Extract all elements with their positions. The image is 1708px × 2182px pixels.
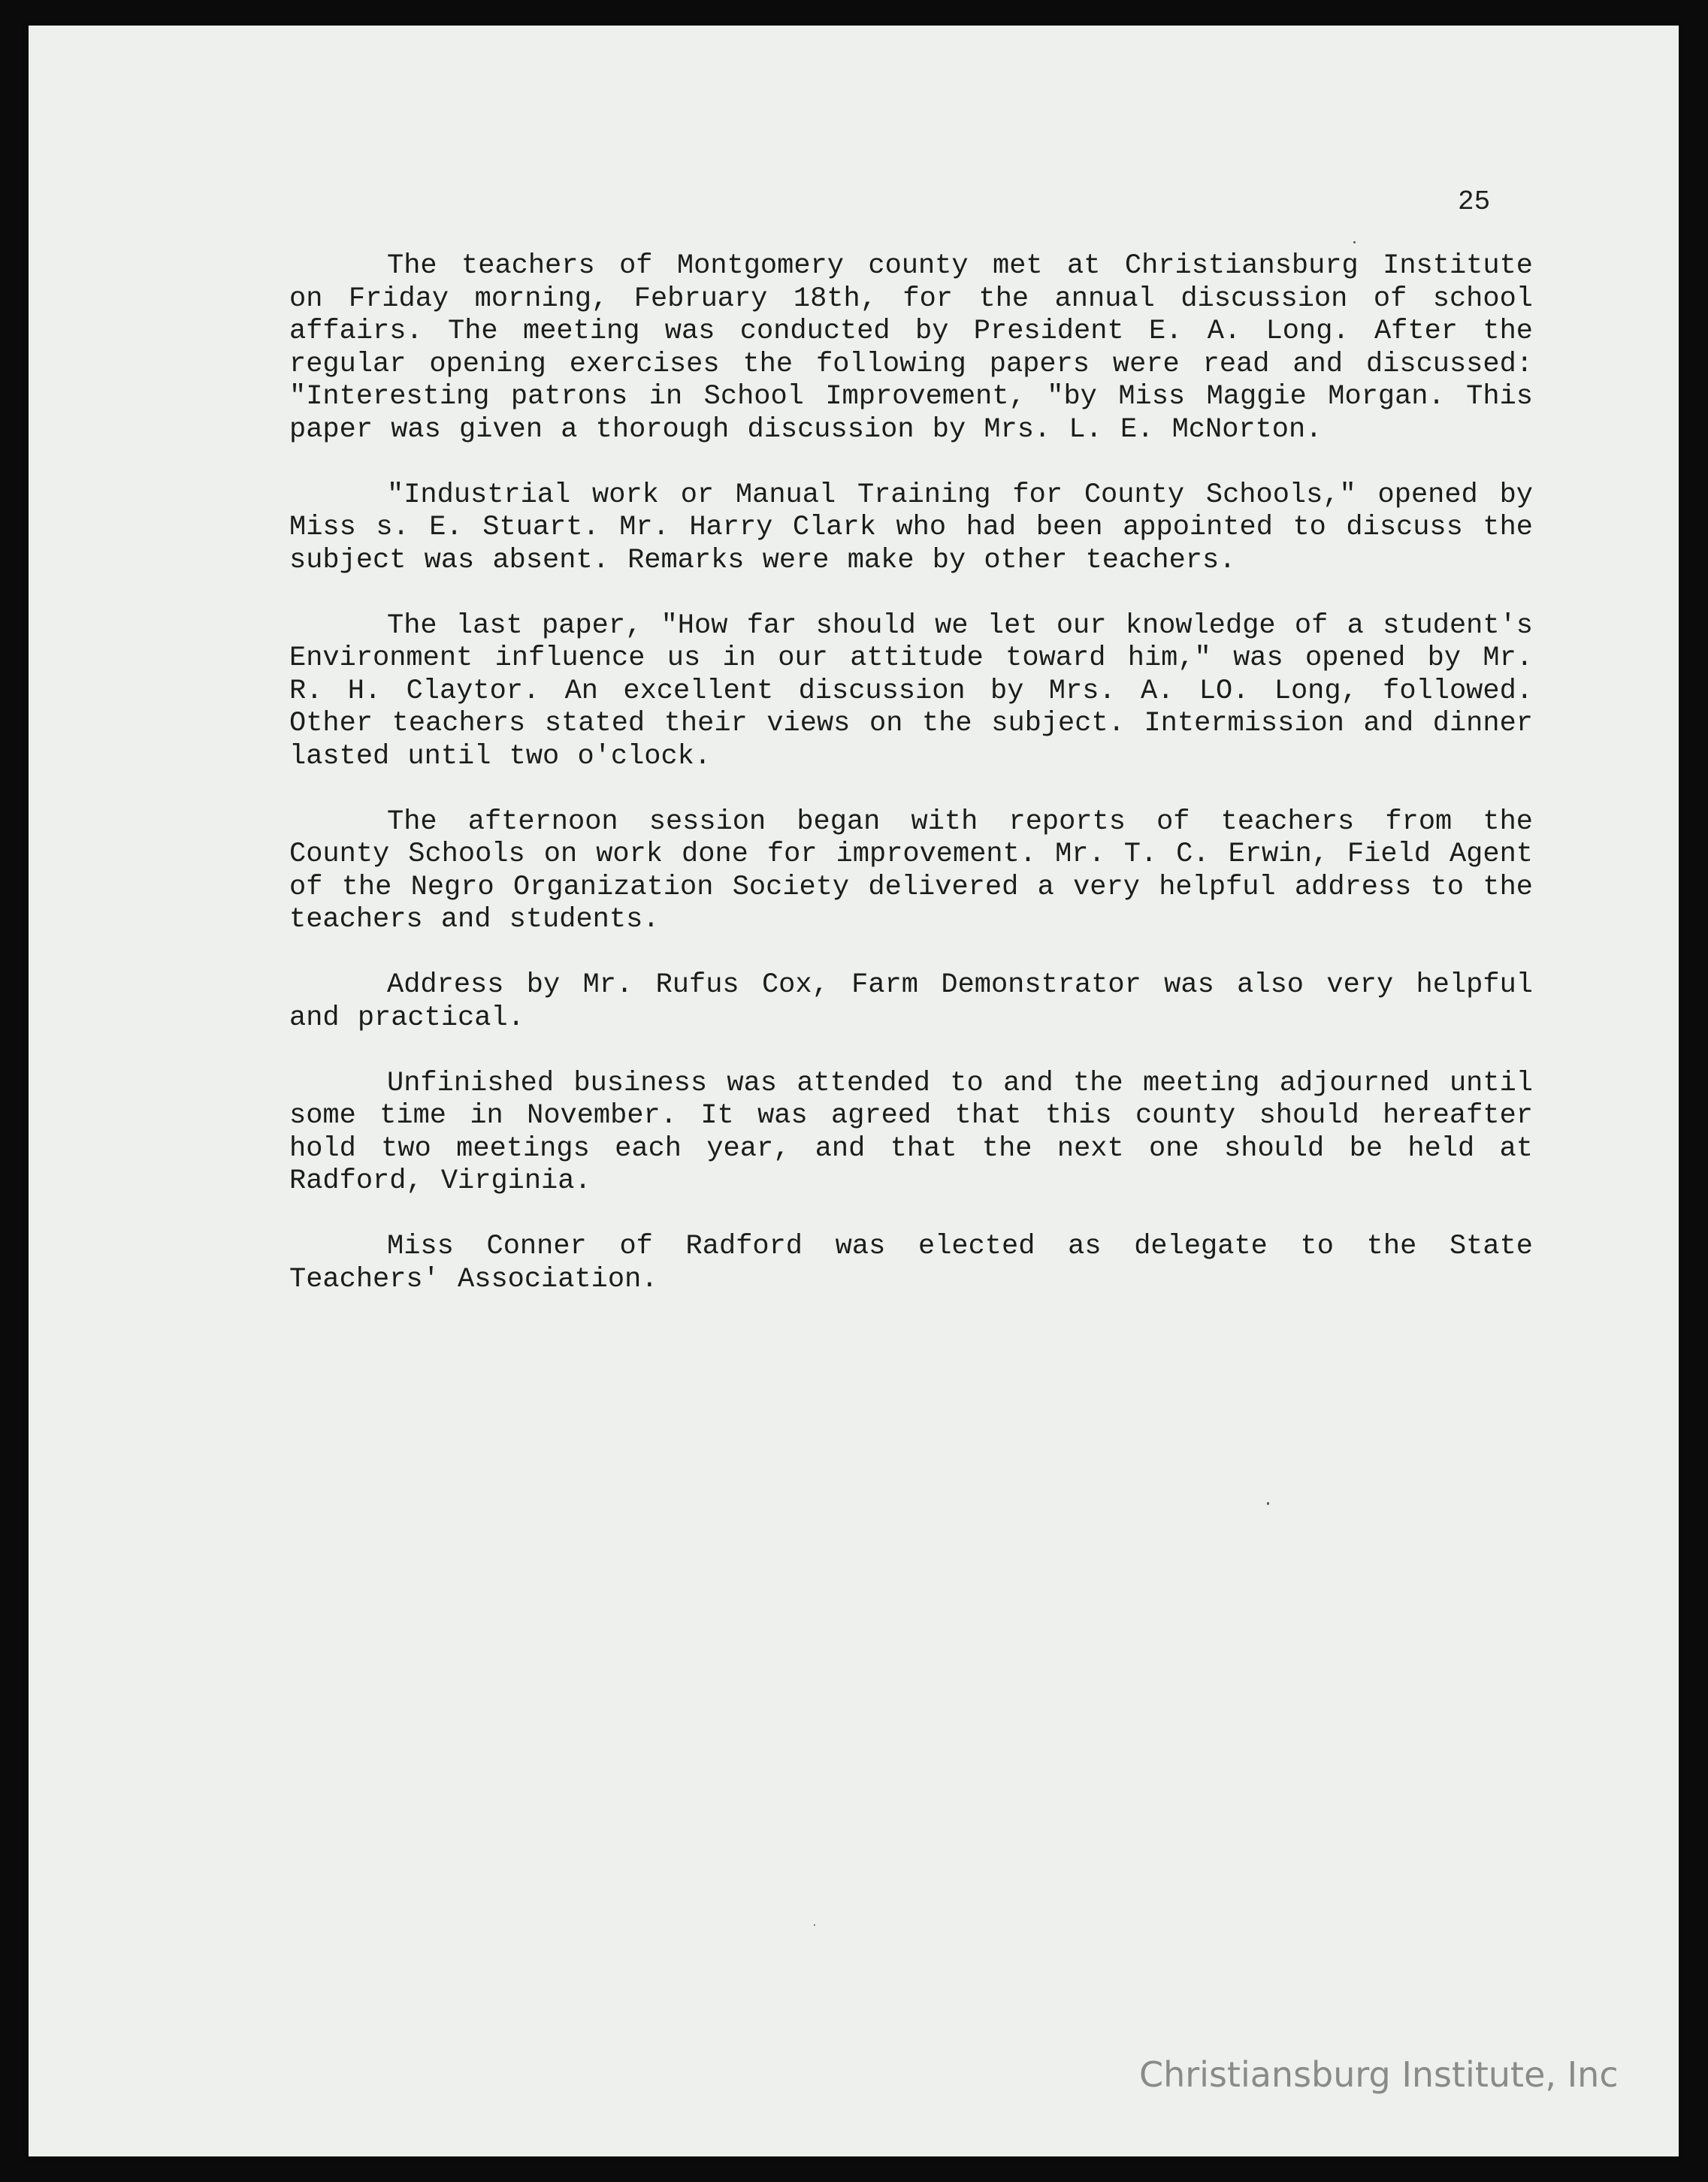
- paper-speck: [1353, 241, 1356, 243]
- archive-watermark: Christiansburg Institute, Inc: [1139, 2054, 1619, 2095]
- paragraph: The teachers of Montgomery county met at Christiansburg Institute on Friday morning, February 18th, for the annual discussion of school affairs. The meeting was conducted by President E. A. Long. After the regular opening exercises the following papers were read and discussed: "Interesting patrons in School Improvement, "by Miss Maggie Morgan. This paper was given a thorough discussion by Mrs. L. E. McNorton.: [289, 250, 1533, 446]
- paper-speck: [1267, 1502, 1269, 1505]
- document-body: [289, 250, 1533, 1296]
- paragraph: Address by Mr. Rufus Cox, Farm Demonstrator was also very helpful and practical.: [289, 969, 1533, 1034]
- paragraph: The last paper, "How far should we let our knowledge of a student's Environment influence us in our attitude toward him," was opened by Mr. R. H. Claytor. An excellent discussion by Mrs. A. LO. Long, followed. Other teachers stated their views on the subject. Intermission and dinner lasted until two o'clock.: [289, 609, 1533, 772]
- paragraph: The afternoon session began with reports of teachers from the County Schools on work done for improvement. Mr. T. C. Erwin, Field Agent of the Negro Organization Society delivered a very helpful address to the teachers and students.: [289, 805, 1533, 935]
- paragraph: Unfinished business was attended to and the meeting adjourned until some time in November. It was agreed that this county should hereafter hold two meetings each year, and that the next one should be held at Radford, Virginia.: [289, 1067, 1533, 1197]
- page-number: 25: [1458, 186, 1491, 217]
- paragraph: "Industrial work or Manual Training for County Schools," opened by Miss s. E. Stuart. Mr. Harry Clark who had been appointed to discuss the subject was absent. Remarks were make by other teachers.: [289, 479, 1533, 576]
- paragraph: Miss Conner of Radford was elected as delegate to the State Teachers' Association.: [289, 1231, 1533, 1295]
- paper-speck: [814, 1924, 815, 1926]
